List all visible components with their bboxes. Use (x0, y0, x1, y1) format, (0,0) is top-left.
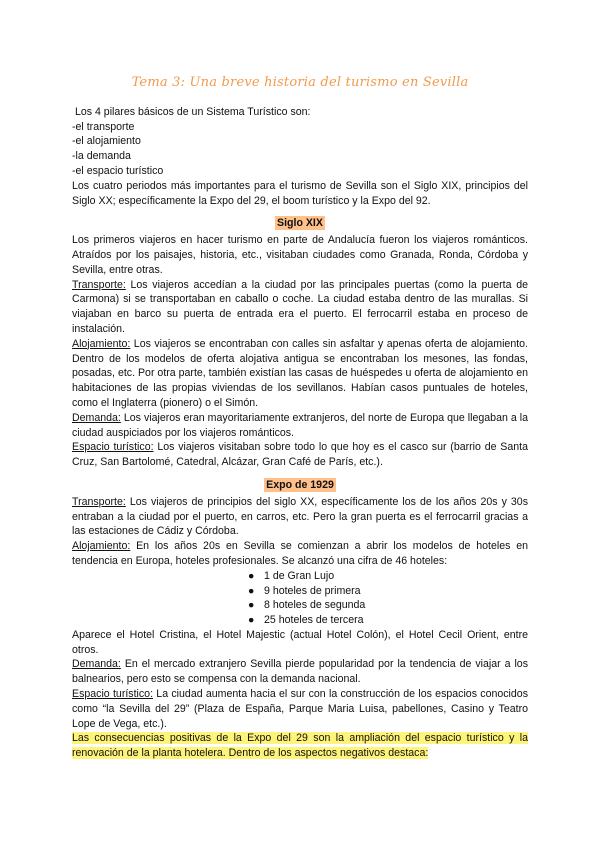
expo-after-list: Aparece el Hotel Cristina, el Hotel Majestic (actual Hotel Colón), el Hotel Cecil Orient, entre otros. (72, 628, 528, 656)
page-title: Tema 3: Una breve historia del turismo en Sevilla (131, 75, 469, 90)
expo-demanda: Demanda: En el mercado extranjero Sevilla pierde popularidad por la tendencia de viajar a los balnearios, pero esto se compensa con la demanda nacional. (72, 658, 528, 686)
list-item: ● 9 hoteles de primera (248, 584, 361, 597)
list-item: ● 25 hoteles de tercera (248, 614, 364, 627)
expo-transporte: Transporte: Los viajeros de principios del siglo XX, específicamente los de los años 20s y 30s entraban a la ciudad por el puerto, en carros, etc. Pero la gran puerta es el ferrocarril gracias a las estaciones de Cádiz y Córdoba. (72, 495, 528, 538)
bullet-icon: ● (248, 614, 255, 627)
siglo-xix-transporte: Transporte: Los viajeros accedían a la ciudad por las principales puertas (como la puerta de Carmona) si se transportaban en caballo o coche. La ciudad estaba dentro de las murallas. Si viajaban en barco su puerta de entrada era el puerto. El ferrocarril estaba en proceso de instalación. (72, 278, 528, 335)
list-item: ● 1 de Gran Lujo (248, 569, 335, 582)
siglo-xix-alojamiento: Alojamiento: Los viajeros se encontraban con calles sin asfaltar y apenas oferta de alojamiento. Dentro de los modelos de oferta alojativa antigua se encontraban los mesones, las fondas, posadas, etc. Por otra parte, también existían las casas de huéspedes u oferta de alojamiento en habitaciones de las propias viviendas de los sevillanos. Habían casos puntuales de hoteles, como el Inglaterra (pionero) o el Simón. (72, 337, 528, 409)
section-heading-siglo-xix: Siglo XIX (277, 217, 323, 230)
list-item: ● 8 hoteles de segunda (248, 599, 366, 612)
expo-alojamiento: Alojamiento: En los años 20s en Sevilla se comienzan a abrir los modelos de hoteles en tendencia en Europa, hoteles profesionales. Se alcanzó una cifra de 46 hoteles: (72, 540, 528, 567)
siglo-xix-espacio: Espacio turístico: Los viajeros visitaban sobre todo lo que hoy es el casco sur (barrio de Santa Cruz, San Bartolomé, Catedral, Alcázar, Gran Café de París, etc.). (72, 441, 528, 469)
expo-espacio: Espacio turístico: La ciudad aumenta hacia el sur con la construcción de los espacios conocidos como “la Sevilla del 29” (Plaza de España, Parque Maria Luisa, pabellones, Casino y Teatro Lope de Vega, etc.). (72, 688, 528, 730)
bullet-icon: ● (248, 584, 255, 597)
intro-summary: Los cuatro periodos más importantes para el turismo de Sevilla son el Siglo XIX, principios del Siglo XX; específicamente la Expo del 29, el boom turístico y la Expo del 92. (72, 179, 528, 207)
pillar-item: -el alojamiento (72, 135, 141, 148)
hotel-list (72, 569, 528, 628)
pillar-item: -el transporte (72, 120, 135, 133)
document-page (72, 76, 528, 761)
bullet-icon: ● (248, 599, 255, 612)
pillar-item: -la demanda (72, 150, 131, 163)
siglo-xix-intro: Los primeros viajeros en hacer turismo en parte de Andalucía fueron los viajeros románticos. Atraídos por los paisajes, historia, etc., visitaban ciudades como Granada, Ronda, Córdoba y Sevilla, entre otras. (72, 234, 528, 276)
expo-conclusion: Las consecuencias positivas de la Expo del 29 son la ampliación del espacio turístico y la renovación de la planta hotelera. Dentro de los aspectos negativos destaca: (72, 732, 528, 760)
siglo-xix-demanda: Demanda: Los viajeros eran mayoritariamente extranjeros, del norte de Europa que llegaban a la ciudad auspiciados por los viajeros románticos. (72, 411, 528, 439)
intro-lead: Los 4 pilares básicos de un Sistema Turístico son: (74, 105, 311, 118)
bullet-icon: ● (248, 569, 255, 582)
pillar-item: -el espacio turístico (72, 164, 164, 177)
section-heading-expo-1929: Expo de 1929 (266, 478, 334, 491)
